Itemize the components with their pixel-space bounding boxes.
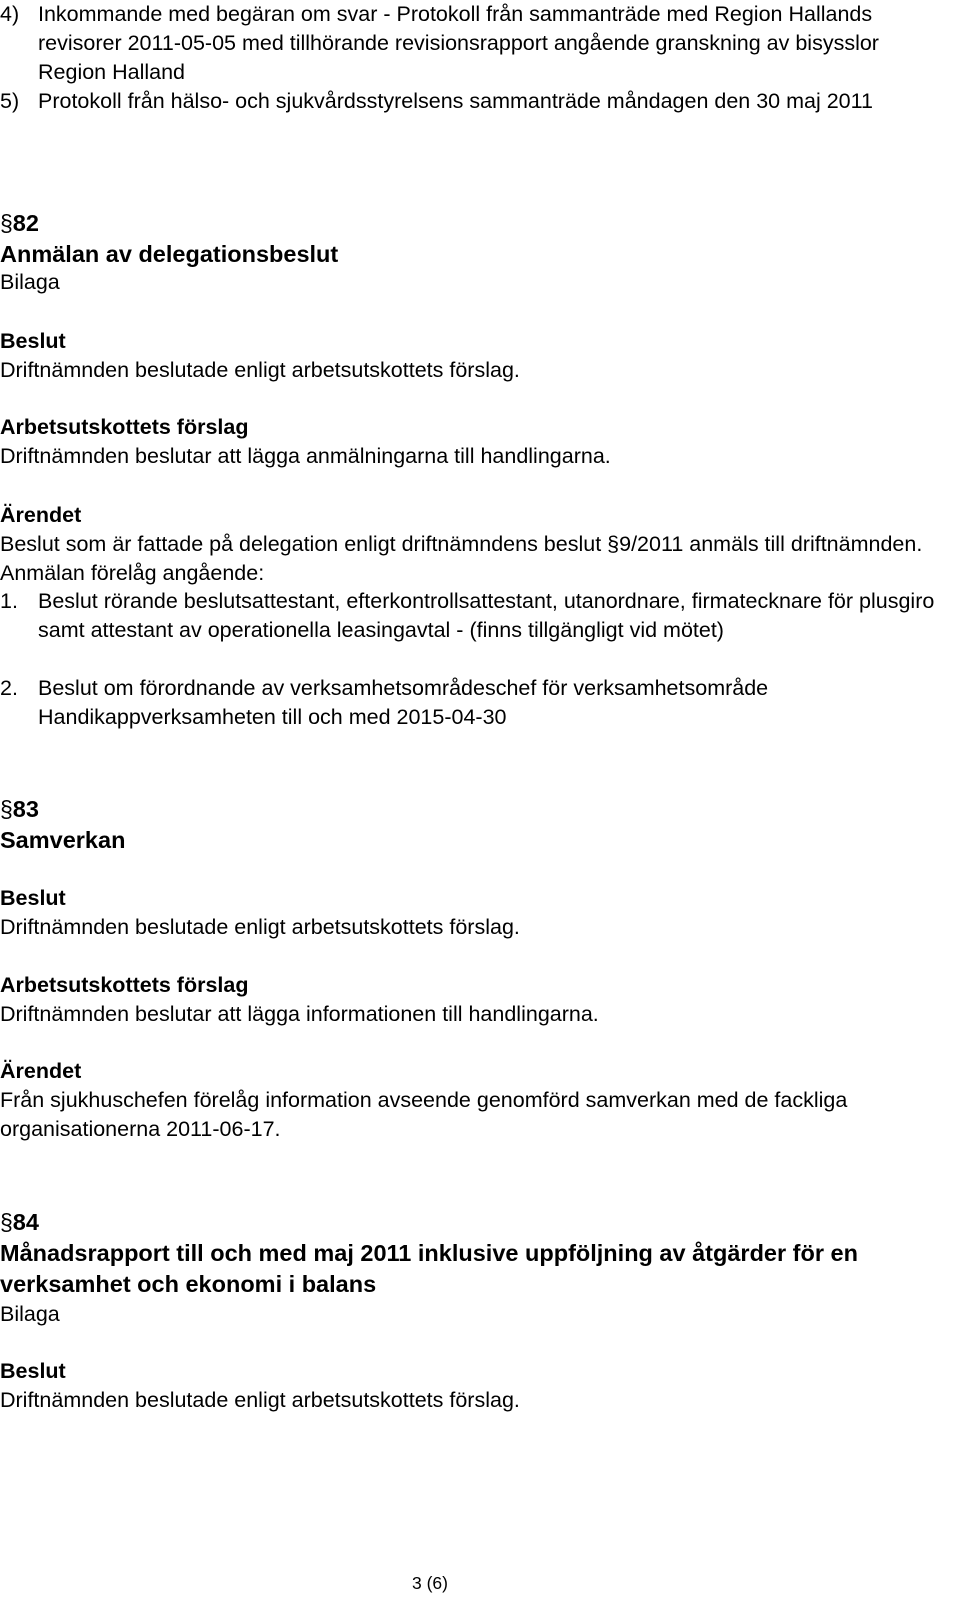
section-number: 83 (12, 796, 39, 822)
section-83-arendet-heading: Ärendet (0, 1059, 82, 1083)
section-83-beslut-heading: Beslut (0, 886, 66, 910)
section-sign: § (607, 532, 620, 556)
section-number: 82 (12, 210, 39, 236)
section-82-forslag-heading: Arbetsutskottets förslag (0, 415, 249, 439)
section-84-beslut-text: Driftnämnden beslutade enligt arbetsutskottets förslag. (0, 1388, 520, 1412)
section-83-arendet-text: Från sjukhuschefen förelåg information avseende genomförd samverkan med de fackliga organisationerna 2011-06-17. (0, 1088, 848, 1141)
section-83-beslut-text: Driftnämnden beslutade enligt arbetsutskottets förslag. (0, 915, 520, 939)
page-number: 3 (6) (412, 1573, 448, 1593)
section-84-title: Månadsrapport till och med maj 2011 inklusive uppföljning av åtgärder för en verksamhet och ekonomi i balans (0, 1240, 858, 1297)
section-82-beslut-text: Driftnämnden beslutade enligt arbetsutskottets förslag. (0, 358, 520, 382)
section-82-forslag-text: Driftnämnden beslutar att lägga anmälningarna till handlingarna. (0, 444, 611, 468)
item-text: Beslut rörande beslutsattestant, efterkontrollsattestant, utanordnare, firmatecknare för plusgiro samt attestant av operationella leasingavtal - (finns tillgängligt vid mötet) (38, 589, 935, 642)
section-83-forslag-heading: Arbetsutskottets förslag (0, 973, 249, 997)
item-number: 5) (0, 89, 20, 113)
item-text: Inkommande med begäran om svar - Protokoll från sammanträde med Region Hallands revisorer 2011-05-05 med tillhörande revisionsrapport angående granskning av bisysslor Region Halland (38, 2, 879, 84)
item-text: Beslut om förordnande av verksamhetsområdeschef för verksamhetsområde Handikappverksamheten till och med 2015-04-30 (38, 676, 769, 729)
section-sign: § (0, 210, 13, 236)
section-84-beslut-heading: Beslut (0, 1359, 66, 1383)
section-83-title: Samverkan (0, 827, 126, 853)
section-83-forslag-text: Driftnämnden beslutar att lägga informationen till handlingarna. (0, 1002, 599, 1026)
arendet-text-part: Beslut som är fattade på delegation enligt driftnämndens beslut (0, 532, 608, 556)
section-sign: § (0, 796, 13, 822)
section-sign: § (0, 1209, 13, 1235)
section-84-attachment: Bilaga (0, 1302, 60, 1326)
section-82-number (0, 208, 39, 238)
item-number: 1. (0, 589, 18, 613)
item-text: Protokoll från hälso- och sjukvårdsstyrelsens sammanträde måndagen den 30 maj 2011 (38, 89, 873, 113)
arendet-text-part: 9/2011 anmäls till driftnämnden. Anmälan förelåg angående: (0, 532, 923, 585)
item-number: 2. (0, 676, 18, 700)
section-82-arendet-heading: Ärendet (0, 503, 82, 527)
section-82-arendet-text (0, 530, 945, 588)
section-84-number (0, 1207, 39, 1237)
item-number: 4) (0, 2, 20, 26)
section-number: 84 (12, 1209, 39, 1235)
section-83-number (0, 794, 39, 824)
section-82-title: Anmälan av delegationsbeslut (0, 241, 339, 267)
section-82-beslut-heading: Beslut (0, 329, 66, 353)
section-82-attachment: Bilaga (0, 270, 60, 294)
